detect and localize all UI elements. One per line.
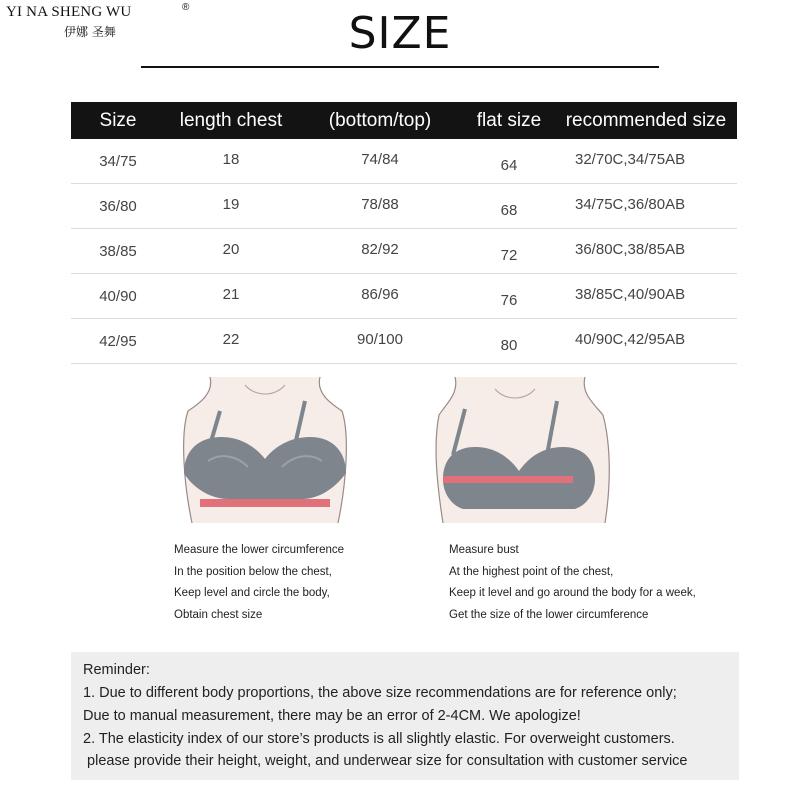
header-recommended-size: recommended size	[555, 102, 737, 139]
caption-line: In the position below the chest,	[174, 565, 332, 578]
cell-bottom-top: 74/84	[297, 139, 463, 184]
caption-line: Obtain chest size	[174, 608, 263, 621]
cell-length-chest: 20	[165, 229, 297, 274]
size-table	[71, 102, 737, 364]
cell-length-chest: 19	[165, 184, 297, 229]
reminder-line: please provide their height, weight, and underwear size for consultation with customer service	[83, 753, 688, 769]
header-bottom-top: (bottom/top)	[297, 102, 463, 139]
cell-flat-size: 76	[463, 274, 555, 319]
caption-line: Measure bust	[449, 544, 519, 556]
cell-length-chest: 22	[165, 319, 297, 364]
measuring-tape	[200, 499, 330, 507]
bust-caption	[449, 540, 696, 626]
brand-chinese-name: 伊娜 圣舞	[64, 25, 116, 39]
cell-bottom-top: 78/88	[297, 184, 463, 229]
cell-bottom-top: 82/92	[297, 229, 463, 274]
cell-size: 40/90	[71, 274, 165, 319]
table-row	[71, 139, 737, 184]
underbust-caption	[174, 540, 344, 626]
header-flat-size: flat size	[463, 102, 555, 139]
cell-flat-size: 80	[463, 319, 555, 364]
cell-size: 38/85	[71, 229, 165, 274]
cell-flat-size: 64	[463, 139, 555, 184]
cell-bottom-top: 90/100	[297, 319, 463, 364]
cell-flat-size: 68	[463, 184, 555, 229]
caption-line: Get the size of the lower circumference	[449, 608, 649, 621]
table-row	[71, 274, 737, 319]
cell-flat-size: 72	[463, 229, 555, 274]
registered-mark: ®	[182, 2, 190, 13]
cell-bottom-top: 86/96	[297, 274, 463, 319]
table-header-row	[71, 102, 737, 139]
page-title: SIZE	[348, 8, 452, 59]
underbust-measure-illustration	[170, 375, 360, 525]
bust-measure-illustration	[425, 375, 615, 525]
reminder-heading: Reminder:	[83, 662, 150, 678]
reminder-box	[71, 652, 739, 780]
table-row	[71, 229, 737, 274]
caption-line: At the highest point of the chest,	[449, 565, 614, 578]
cell-recommended-size: 38/85C,40/90AB	[555, 274, 737, 319]
reminder-line: 2. The elasticity index of our store’s products is all slightly elastic. For overweight customers.	[83, 731, 675, 747]
cell-size: 36/80	[71, 184, 165, 229]
caption-line: Keep level and circle the body,	[174, 587, 330, 599]
cell-length-chest: 18	[165, 139, 297, 184]
cell-recommended-size: 40/90C,42/95AB	[555, 319, 737, 364]
reminder-line: Due to manual measurement, there may be an error of 2-4CM. We apologize!	[83, 708, 581, 724]
reminder-line: 1. Due to different body proportions, the above size recommendations are for reference only;	[83, 685, 677, 701]
cell-length-chest: 21	[165, 274, 297, 319]
measuring-tape	[443, 476, 573, 483]
title-underline	[141, 66, 659, 68]
cell-size: 42/95	[71, 319, 165, 364]
cell-size: 34/75	[71, 139, 165, 184]
header-length-chest: length chest	[165, 102, 297, 139]
cell-recommended-size: 36/80C,38/85AB	[555, 229, 737, 274]
header-size: Size	[71, 102, 165, 139]
cell-recommended-size: 34/75C,36/80AB	[555, 184, 737, 229]
table-row	[71, 184, 737, 229]
table-row	[71, 319, 737, 364]
cell-recommended-size: 32/70C,34/75AB	[555, 139, 737, 184]
caption-line: Keep it level and go around the body for a week,	[449, 587, 696, 599]
caption-line: Measure the lower circumference	[174, 544, 345, 556]
brand-name: YI NA SHENG WU	[6, 4, 132, 20]
